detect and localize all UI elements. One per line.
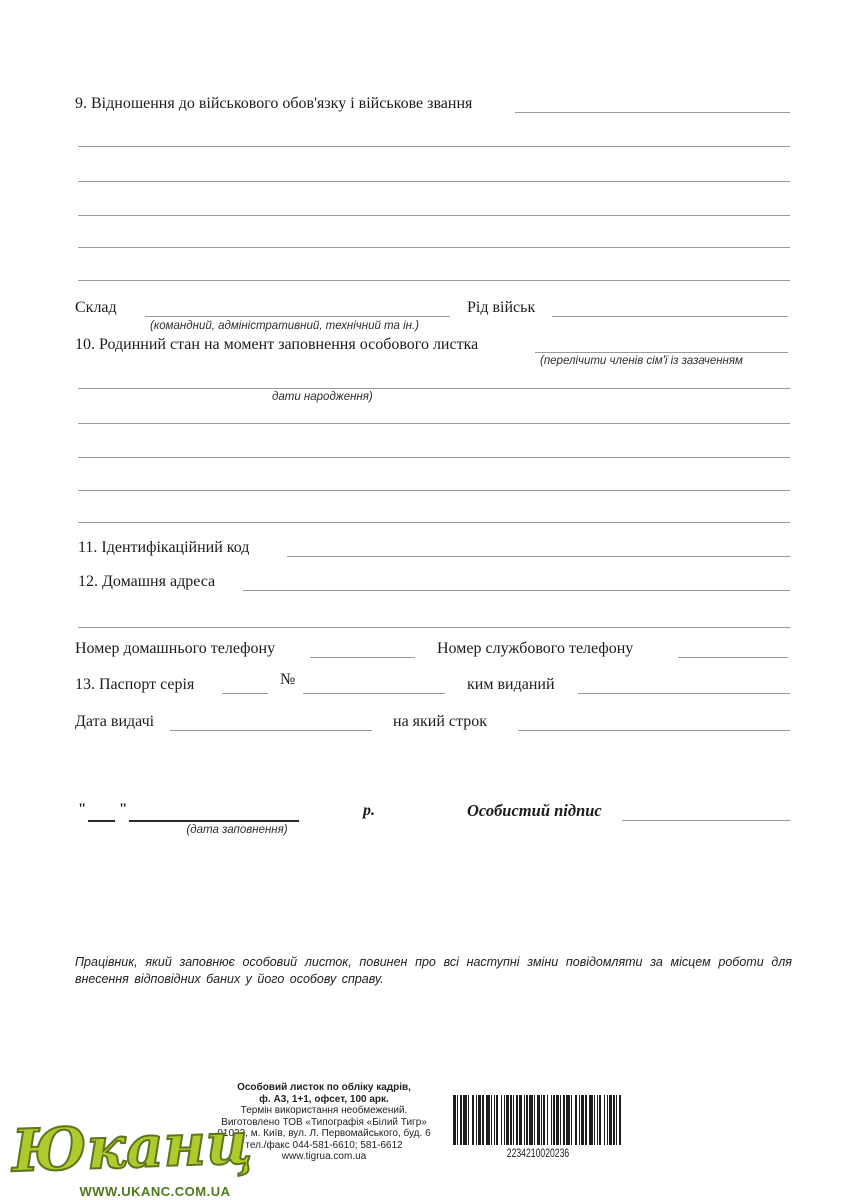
issued-by-label: ким виданий	[467, 676, 555, 693]
item11-line	[287, 556, 790, 557]
item9-label: 9. Відношення до військового обов'язку і військове звання	[75, 95, 473, 112]
item12-line	[243, 590, 790, 591]
ukanc-logo: Юканц	[10, 1108, 254, 1186]
blank-line	[78, 522, 790, 523]
imprint-line: www.tigrua.com.ua	[281, 1151, 367, 1162]
issue-date-line	[170, 730, 372, 731]
blank-line	[78, 181, 790, 182]
item12-label: 12. Домашня адреса	[78, 573, 216, 590]
blank-line	[78, 423, 790, 424]
imprint-line: Виготовлено ТОВ «Типографія «Білий Тигр»	[221, 1116, 427, 1128]
passport-no-line	[303, 693, 445, 694]
home-phone-label: Номер домашнього телефону	[75, 640, 276, 657]
item10-label: 10. Родинний стан на момент заповнення особового листка	[75, 336, 479, 353]
item10-hint-2: дати народження)	[272, 391, 373, 403]
issue-date-label: Дата видачі	[75, 713, 155, 730]
blank-line	[78, 627, 790, 628]
quote-open: "	[78, 801, 87, 817]
work-phone-label: Номер службового телефону	[437, 640, 634, 657]
blank-line	[78, 457, 790, 458]
imprint-line: Особовий листок по обліку кадрів,	[237, 1082, 411, 1093]
blank-line	[78, 146, 790, 147]
imprint-line: ф. А3, 1+1, офсет, 100 арк.	[259, 1093, 389, 1105]
sklad-line	[145, 316, 450, 317]
blank-line	[78, 490, 790, 491]
year-abbr: р.	[363, 802, 375, 819]
passport-series-line	[222, 693, 268, 694]
passport-no-label: №	[280, 671, 296, 688]
term-line	[518, 730, 790, 731]
issued-by-line	[578, 693, 790, 694]
imprint-line: Термін використання необмежений.	[240, 1105, 408, 1116]
sklad-hint: (командний, адміністративний, технічний та ін.)	[150, 320, 420, 332]
imprint-line: 01023, м. Київ, вул. Л. Первомайського, буд. 6	[217, 1128, 431, 1139]
date-line-short	[88, 820, 115, 822]
item13-label: 13. Паспорт серія	[75, 676, 195, 693]
item9-line	[515, 112, 790, 113]
blank-line	[78, 215, 790, 216]
date-line-long	[129, 820, 299, 822]
quote-close: "	[119, 801, 128, 817]
rid-viysk-line	[552, 316, 788, 317]
imprint-line: тел./факс 044-581-6610; 581-6612	[245, 1139, 403, 1151]
barcode-number: 2234210020236	[506, 1146, 570, 1160]
term-label: на який строк	[393, 713, 487, 730]
item10-line	[535, 352, 788, 353]
date-fill-hint: (дата заповнення)	[186, 824, 288, 836]
home-phone-line	[310, 657, 415, 658]
blank-line	[78, 247, 790, 248]
blank-line	[78, 388, 790, 389]
note-paragraph: Працівник, який заповнює особовий листок, повинен про всі наступні зміни повідомляти за місцем роботи для внесення відповідних баних у його особову справу.	[75, 955, 792, 986]
barcode	[453, 1095, 623, 1145]
signature-line	[622, 820, 790, 821]
personal-signature-label: Особистий підпис	[467, 801, 602, 820]
item10-hint-1: (перелічити членів сім'ї із зазаченням	[540, 355, 743, 367]
ukanc-url: WWW.UKANC.COM.UA	[79, 1184, 231, 1199]
rid-viysk-label: Рід військ	[467, 299, 536, 316]
work-phone-line	[678, 657, 788, 658]
sklad-label: Склад	[75, 299, 117, 316]
item11-label: 11. Ідентифікаційний код	[78, 539, 250, 556]
blank-line	[78, 280, 790, 281]
